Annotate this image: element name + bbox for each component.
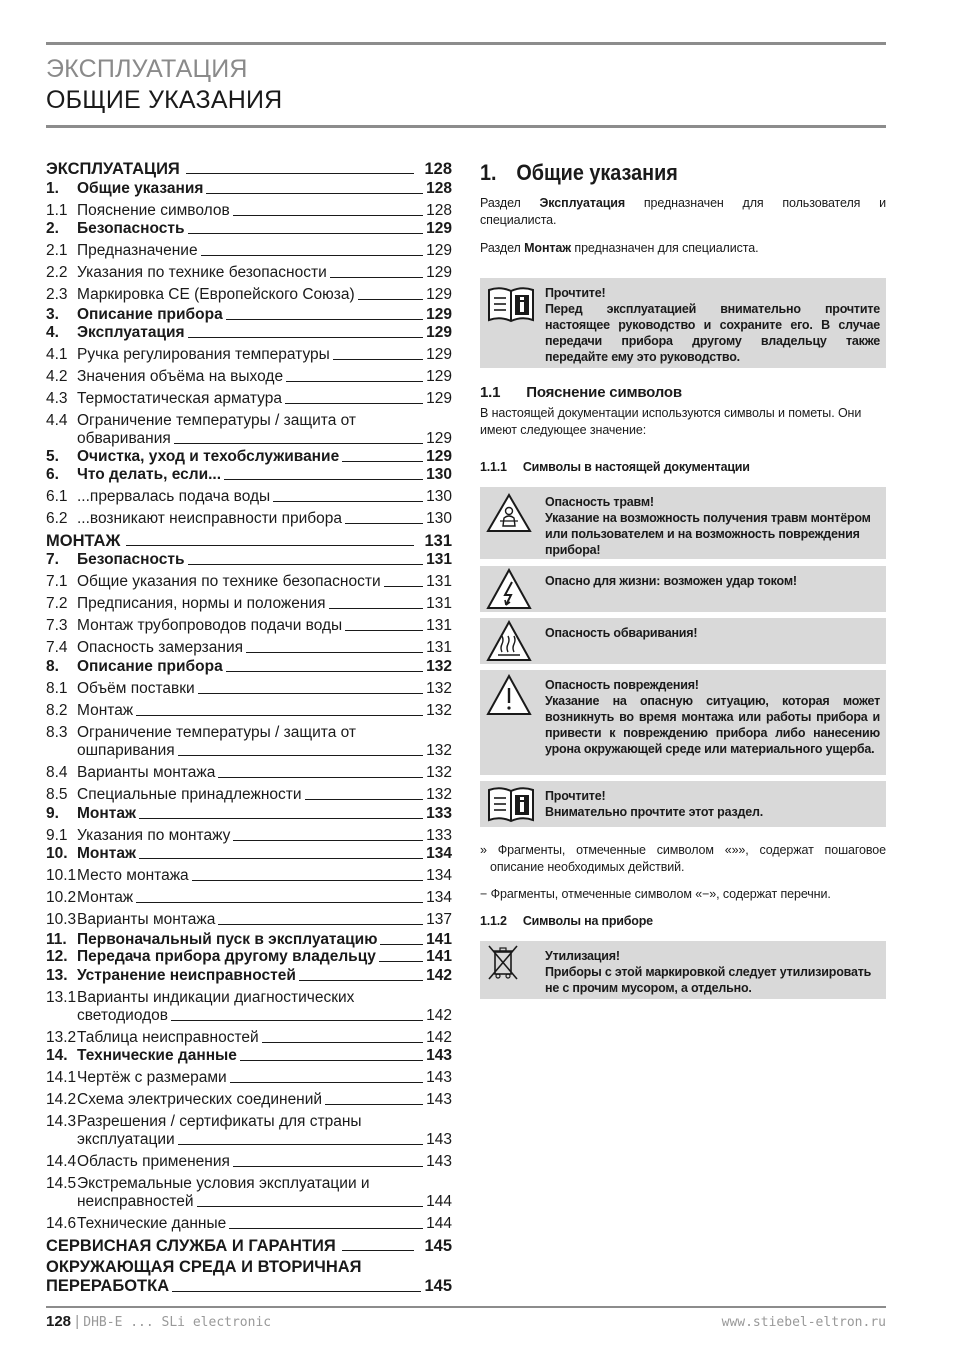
toc-label: Передача прибора другому владельцу — [77, 948, 376, 965]
toc-leader — [171, 1020, 423, 1021]
toc-page: 129 — [426, 368, 452, 385]
toc-entry[interactable] — [46, 595, 452, 613]
toc-number: 2. — [46, 220, 59, 237]
toc-label-continued: неисправностей — [77, 1193, 194, 1210]
crossed-bin-icon — [484, 943, 524, 986]
toc-number: 5. — [46, 448, 59, 465]
note-text: Внимательно прочтите этот раздел. — [545, 805, 764, 819]
bullet-steps: » Фрагменты, отмеченные символом «»», содержат пошаговое описание необходимых действий. — [480, 843, 886, 874]
toc-leader — [226, 671, 423, 672]
toc-page: 128 — [424, 160, 452, 178]
toc-entry[interactable] — [46, 573, 452, 591]
toc-page: 130 — [426, 466, 452, 483]
toc-leader — [188, 337, 424, 338]
toc-number: 11. — [46, 931, 67, 948]
disposal-title: Утилизация! — [545, 949, 620, 963]
toc-number: 4.1 — [46, 346, 68, 363]
toc-leader — [342, 461, 423, 462]
note-read-section-box — [480, 781, 886, 827]
toc-leader — [333, 359, 423, 360]
toc-page: 128 — [426, 202, 452, 219]
toc-entry[interactable] — [46, 827, 452, 845]
toc-leader — [379, 961, 423, 962]
toc-number: 14.3 — [46, 1113, 77, 1130]
footer-left: 128 | DHB-E ... SLi electronic — [46, 1313, 272, 1330]
warning-damage-box — [480, 670, 886, 775]
heading-1-1: 1.1 Пояснение символов — [480, 384, 682, 401]
hot-surface-icon — [486, 620, 532, 667]
toc-number: 8.4 — [46, 764, 68, 781]
toc-entry[interactable] — [46, 160, 452, 178]
bullet-lists: − Фрагменты, отмеченные символом «−», содержат перечни. — [480, 887, 831, 901]
toc-entry[interactable] — [46, 1237, 452, 1255]
toc-page: 129 — [426, 430, 452, 447]
toc-entry[interactable] — [46, 390, 452, 408]
toc-page: 144 — [426, 1215, 452, 1232]
toc-number: 13. — [46, 967, 68, 984]
toc-leader — [174, 443, 423, 444]
toc-leader — [233, 840, 423, 841]
toc-entry[interactable] — [46, 286, 452, 304]
header-rule — [46, 125, 886, 128]
toc-leader — [178, 755, 423, 756]
toc-entry[interactable] — [46, 510, 452, 528]
toc-number: 14. — [46, 1047, 68, 1064]
toc-number: 10.3 — [46, 911, 77, 928]
toc-entry[interactable] — [46, 448, 452, 466]
toc-page: 133 — [426, 805, 452, 822]
toc-entry[interactable] — [46, 805, 452, 823]
toc-number: 6. — [46, 466, 59, 483]
toc-page: 134 — [426, 867, 452, 884]
toc-number: 4. — [46, 324, 59, 341]
toc-leader — [188, 233, 424, 234]
note-read-box — [480, 278, 886, 368]
toc-entry[interactable] — [46, 658, 452, 676]
toc-entry[interactable] — [46, 1047, 452, 1065]
toc-label: Монтаж — [77, 889, 134, 906]
toc-leader — [188, 564, 424, 565]
toc-entry[interactable] — [46, 1215, 452, 1233]
toc-page: 145 — [424, 1277, 452, 1295]
toc-entry[interactable] — [46, 551, 452, 569]
toc-leader — [206, 193, 423, 194]
toc-label: Технические данные — [77, 1215, 227, 1232]
toc-page: 141 — [426, 948, 452, 965]
toc-label: Опасность замерзания — [77, 639, 244, 656]
toc-leader — [136, 902, 423, 903]
toc-page: 129 — [426, 346, 452, 363]
toc-page: 132 — [426, 658, 452, 675]
toc-page: 129 — [426, 242, 452, 259]
heading-1-1-1: 1.1.1 Символы в настоящей документации — [480, 460, 750, 474]
toc-label: Экстремальные условия эксплуатации и — [77, 1175, 370, 1192]
toc-label: Таблица неисправностей — [77, 1029, 259, 1046]
disposal-box — [480, 941, 886, 999]
toc-number: 8.1 — [46, 680, 68, 697]
toc-entry[interactable] — [46, 1258, 452, 1296]
toc-leader — [325, 1104, 423, 1105]
toc-number: 12. — [46, 948, 68, 965]
toc-label: Схема электрических соединений — [77, 1091, 323, 1108]
toc-leader — [233, 215, 423, 216]
toc-label: Чертёж с размерами — [77, 1069, 227, 1086]
toc-label-continued: эксплуатации — [77, 1131, 175, 1148]
toc-page: 141 — [426, 931, 452, 948]
toc-number: 1. — [46, 180, 59, 197]
heading-1-title: Общие указания — [516, 160, 678, 185]
toc-leader — [186, 173, 415, 174]
note-title: Прочтите! — [545, 286, 606, 300]
heading-1-1-2: 1.1.2 Символы на приборе — [480, 914, 653, 928]
toc-page: 131 — [426, 573, 452, 590]
toc-label-continued: светодиодов — [77, 1007, 169, 1024]
toc-label: Очистка, уход и техобслуживание — [77, 448, 340, 465]
toc-number: 7.3 — [46, 617, 68, 634]
toc-page: 128 — [426, 180, 452, 197]
toc-entry[interactable] — [46, 1091, 452, 1109]
toc-label: Безопасность — [77, 220, 185, 237]
toc-leader — [233, 1166, 423, 1167]
toc-entry[interactable] — [46, 1069, 452, 1087]
toc-leader — [384, 586, 424, 587]
toc-label: Общие указания по технике безопасности — [77, 573, 381, 590]
toc-label: Место монтажа — [77, 867, 189, 884]
toc-label: Ручка регулирования температуры — [77, 346, 330, 363]
toc-leader — [139, 858, 423, 859]
toc-label: Предназначение — [77, 242, 198, 259]
toc-label: Предписания, нормы и положения — [77, 595, 326, 612]
toc-page: 132 — [426, 764, 452, 781]
toc-entry[interactable] — [46, 867, 452, 885]
toc-number: 9. — [46, 805, 59, 822]
toc-label: Указания по монтажу — [77, 827, 231, 844]
toc-label: Безопасность — [77, 551, 185, 568]
toc-number: 7.1 — [46, 573, 68, 590]
toc-label: СЕРВИСНАЯ СЛУЖБА И ГАРАНТИЯ — [46, 1237, 336, 1255]
toc-number: 14.5 — [46, 1175, 77, 1192]
toc-label: Пояснение символов — [77, 202, 230, 219]
note-title: Прочтите! — [545, 789, 606, 803]
toc-number: 14.4 — [46, 1153, 77, 1170]
toc-label: Первоначальный пуск в эксплуатацию — [77, 931, 378, 948]
toc-leader — [192, 880, 423, 881]
page-title: ОБЩИЕ УКАЗАНИЯ — [46, 86, 283, 114]
toc-leader — [345, 630, 423, 631]
model-name: DHB-E ... SLi electronic — [83, 1315, 272, 1330]
toc-entry[interactable] — [46, 764, 452, 782]
toc-label: Технические данные — [77, 1047, 237, 1064]
toc-label: Область применения — [77, 1153, 230, 1170]
toc-leader — [126, 545, 414, 546]
toc-entry[interactable] — [46, 911, 452, 929]
toc-leader — [218, 777, 423, 778]
toc-page: 131 — [426, 617, 452, 634]
toc-leader — [178, 1144, 423, 1145]
toc-entry[interactable] — [46, 306, 452, 324]
intro-paragraph-1: Раздел Эксплуатация предназначен для пользователя и специалиста. — [480, 196, 886, 227]
toc-label: Разрешения / сертификаты для страны — [77, 1113, 362, 1130]
toc-label: Монтаж — [77, 702, 134, 719]
warning-title: Опасно для жизни: возможен удар током! — [545, 574, 797, 588]
toc-page: 145 — [424, 1237, 452, 1255]
toc-label: МОНТАЖ — [46, 532, 121, 550]
toc-label: Описание прибора — [77, 658, 223, 675]
injury-warning-icon — [486, 493, 532, 538]
footer-url: www.stiebel-eltron.ru — [721, 1315, 886, 1330]
toc-label: Устранение неисправностей — [77, 967, 296, 984]
toc-number: 7.4 — [46, 639, 68, 656]
toc-page: 131 — [426, 595, 452, 612]
toc-page: 137 — [426, 911, 452, 928]
toc-number: 1.1 — [46, 202, 68, 219]
toc-entry[interactable] — [46, 617, 452, 635]
section-title: ЭКСПЛУАТАЦИЯ — [46, 55, 248, 83]
toc-leader — [139, 818, 423, 819]
toc-entry[interactable] — [46, 412, 452, 448]
toc-leader — [201, 255, 424, 256]
toc-leader — [330, 277, 423, 278]
toc-page: 130 — [426, 510, 452, 527]
warning-injury-box — [480, 487, 886, 559]
toc-entry[interactable] — [46, 264, 452, 282]
toc-label: Описание прибора — [77, 306, 223, 323]
toc-entry[interactable] — [46, 786, 452, 804]
toc-number: 7. — [46, 551, 59, 568]
disposal-text: Приборы с этой маркировкой следует утилизировать не с прочим мусором, а отдельно. — [545, 965, 872, 995]
toc-number: 9.1 — [46, 827, 68, 844]
toc-label: Значения объёма на выходе — [77, 368, 284, 385]
toc-leader — [345, 523, 423, 524]
toc-page: 143 — [426, 1153, 452, 1170]
toc-leader — [136, 715, 423, 716]
toc-number: 3. — [46, 306, 59, 323]
book-info-icon — [486, 284, 536, 329]
toc-number: 2.2 — [46, 264, 68, 281]
toc-entry[interactable] — [46, 931, 452, 949]
toc-number: 6.2 — [46, 510, 68, 527]
toc-page: 134 — [426, 845, 452, 862]
toc-page: 129 — [426, 220, 452, 237]
toc-label: Монтаж трубопроводов подачи воды — [77, 617, 343, 634]
toc-number: 2.3 — [46, 286, 68, 303]
toc-leader — [230, 1082, 423, 1083]
toc-label: Специальные принадлежности — [77, 786, 302, 803]
toc-entry[interactable] — [46, 180, 452, 198]
toc-label: Ограничение температуры / защита от — [77, 724, 357, 741]
toc-leader — [226, 319, 423, 320]
toc-leader — [198, 693, 423, 694]
toc-page: 142 — [426, 1007, 452, 1024]
toc-page: 132 — [426, 786, 452, 803]
toc-label: Монтаж — [77, 805, 136, 822]
toc-label-continued: обваривания — [77, 430, 171, 447]
toc-page: 133 — [426, 827, 452, 844]
toc-label: Указания по технике безопасности — [77, 264, 327, 281]
toc-label: ...прервалась подача воды — [77, 488, 271, 505]
toc-leader — [224, 479, 423, 480]
toc-page: 129 — [426, 264, 452, 281]
toc-entry[interactable] — [46, 1153, 452, 1171]
top-rule — [46, 42, 886, 45]
toc-entry[interactable] — [46, 989, 452, 1025]
symbols-intro: В настоящей документации используются символы и пометы. Они имеют следующее значение: — [480, 406, 862, 437]
toc-leader — [342, 1250, 415, 1251]
toc-page: 143 — [426, 1091, 452, 1108]
toc-number: 2.1 — [46, 242, 68, 259]
toc-entry[interactable] — [46, 242, 452, 260]
toc-page: 143 — [426, 1047, 452, 1064]
toc-label: Маркировка CE (Европейского Союза) — [77, 286, 355, 303]
toc-entry[interactable] — [46, 1113, 452, 1149]
toc-leader — [273, 501, 423, 502]
toc-number: 10. — [46, 845, 68, 862]
toc-number: 8.5 — [46, 786, 68, 803]
toc-entry[interactable] — [46, 702, 452, 720]
toc-label: Варианты монтажа — [77, 764, 216, 781]
toc-label: ...возникают неисправности прибора — [77, 510, 343, 527]
toc-page: 134 — [426, 889, 452, 906]
electric-shock-icon — [486, 568, 532, 615]
toc-number: 4.2 — [46, 368, 68, 385]
toc-leader — [218, 924, 423, 925]
toc-leader — [358, 299, 423, 300]
toc-label: ЭКСПЛУАТАЦИЯ — [46, 160, 180, 178]
toc-page: 132 — [426, 680, 452, 697]
toc-label: Объём поставки — [77, 680, 195, 697]
toc-entry[interactable] — [46, 845, 452, 863]
toc-leader — [246, 652, 423, 653]
toc-page: 132 — [426, 742, 452, 759]
toc-number: 7.2 — [46, 595, 68, 612]
toc-label: Ограничение температуры / защита от — [77, 412, 357, 429]
intro-paragraph-2: Раздел Монтаж предназначен для специалиста. — [480, 241, 759, 255]
toc-number: 14.2 — [46, 1091, 77, 1108]
toc-label: ОКРУЖАЮЩАЯ СРЕДА И ВТОРИЧНАЯ — [46, 1258, 362, 1276]
toc-entry[interactable] — [46, 532, 452, 550]
toc-page: 131 — [424, 532, 452, 550]
warning-text: Указание на опасную ситуацию, которая может возникнуть во время монтажа или работы прибора и привести к повреждению прибора либо нанесению урона окружающей среде или материального ущерба. — [545, 694, 880, 756]
toc-entry[interactable] — [46, 724, 452, 760]
toc-label: Термостатическая арматура — [77, 390, 282, 407]
toc-entry[interactable] — [46, 680, 452, 698]
toc-number: 13.1 — [46, 989, 77, 1006]
footer-rule — [46, 1306, 886, 1308]
toc-page: 129 — [426, 286, 452, 303]
toc-label: Варианты монтажа — [77, 911, 216, 928]
toc-page: 143 — [426, 1069, 452, 1086]
toc-leader — [172, 1291, 421, 1292]
book-info-icon — [486, 784, 536, 829]
toc-entry[interactable] — [46, 889, 452, 907]
toc-number: 8. — [46, 658, 59, 675]
toc-leader — [286, 381, 423, 382]
heading-1 — [480, 160, 886, 186]
toc-label: Что делать, если... — [77, 466, 222, 483]
toc-entry[interactable] — [46, 324, 452, 342]
page-number: 128 — [46, 1313, 72, 1330]
toc-number: 6.1 — [46, 488, 68, 505]
toc-entry[interactable] — [46, 1029, 452, 1047]
toc-entry[interactable] — [46, 346, 452, 364]
toc-number: 14.1 — [46, 1069, 77, 1086]
toc-leader — [197, 1206, 424, 1207]
toc-leader — [285, 403, 423, 404]
toc-number: 10.1 — [46, 867, 77, 884]
toc-page: 143 — [426, 1131, 452, 1148]
toc-entry[interactable] — [46, 202, 452, 220]
toc-number: 8.3 — [46, 724, 68, 741]
toc-entry[interactable] — [46, 948, 452, 966]
toc-page: 131 — [426, 551, 452, 568]
toc-leader — [305, 799, 424, 800]
warning-title: Опасность повреждения! — [545, 678, 699, 692]
toc-number: 8.2 — [46, 702, 68, 719]
toc-label: Монтаж — [77, 845, 136, 862]
toc-label-continued: ПЕРЕРАБОТКА — [46, 1277, 170, 1295]
toc-number: 10.2 — [46, 889, 77, 906]
toc-leader — [262, 1042, 423, 1043]
toc-entry[interactable] — [46, 1175, 452, 1211]
warning-title: Опасность травм! — [545, 495, 654, 509]
warning-electric-box — [480, 566, 886, 612]
toc-entry[interactable] — [46, 368, 452, 386]
toc-page: 132 — [426, 702, 452, 719]
toc-leader — [299, 980, 423, 981]
toc-label: Общие указания — [77, 180, 204, 197]
toc-page: 142 — [426, 1029, 452, 1046]
toc-entry[interactable] — [46, 639, 452, 657]
warning-text: Указание на возможность получения травм монтёром или пользователем и на возможность повреждения прибора! — [545, 511, 871, 557]
toc-label: Эксплуатация — [77, 324, 185, 341]
toc-entry[interactable] — [46, 967, 452, 985]
toc-entry[interactable] — [46, 466, 452, 484]
toc-page: 129 — [426, 448, 452, 465]
toc-page: 142 — [426, 967, 452, 984]
toc-leader — [229, 1228, 423, 1229]
toc-label: Варианты индикации диагностических — [77, 989, 355, 1006]
toc-page: 131 — [426, 639, 452, 656]
warning-scald-box — [480, 618, 886, 664]
toc-entry[interactable] — [46, 220, 452, 238]
toc-entry[interactable] — [46, 488, 452, 506]
toc-leader — [240, 1060, 423, 1061]
toc-number: 13.2 — [46, 1029, 77, 1046]
exclamation-warning-icon — [486, 674, 532, 721]
heading-1-number: 1. — [480, 160, 497, 185]
toc-page: 144 — [426, 1193, 452, 1210]
note-text: Перед эксплуатацией внимательно прочтите настоящее руководство и сохраните его. В случае передачи прибора другому владельцу также передайте ему это руководство. — [545, 302, 880, 364]
toc-page: 129 — [426, 324, 452, 341]
toc-number: 4.4 — [46, 412, 68, 429]
toc-page: 129 — [426, 306, 452, 323]
toc-leader — [329, 608, 424, 609]
toc-page: 129 — [426, 390, 452, 407]
toc-page: 130 — [426, 488, 452, 505]
toc-number: 4.3 — [46, 390, 68, 407]
warning-title: Опасность обваривания! — [545, 626, 698, 640]
toc-number: 14.6 — [46, 1215, 77, 1232]
toc-label-continued: ошпаривания — [77, 742, 175, 759]
toc-leader — [380, 944, 423, 945]
